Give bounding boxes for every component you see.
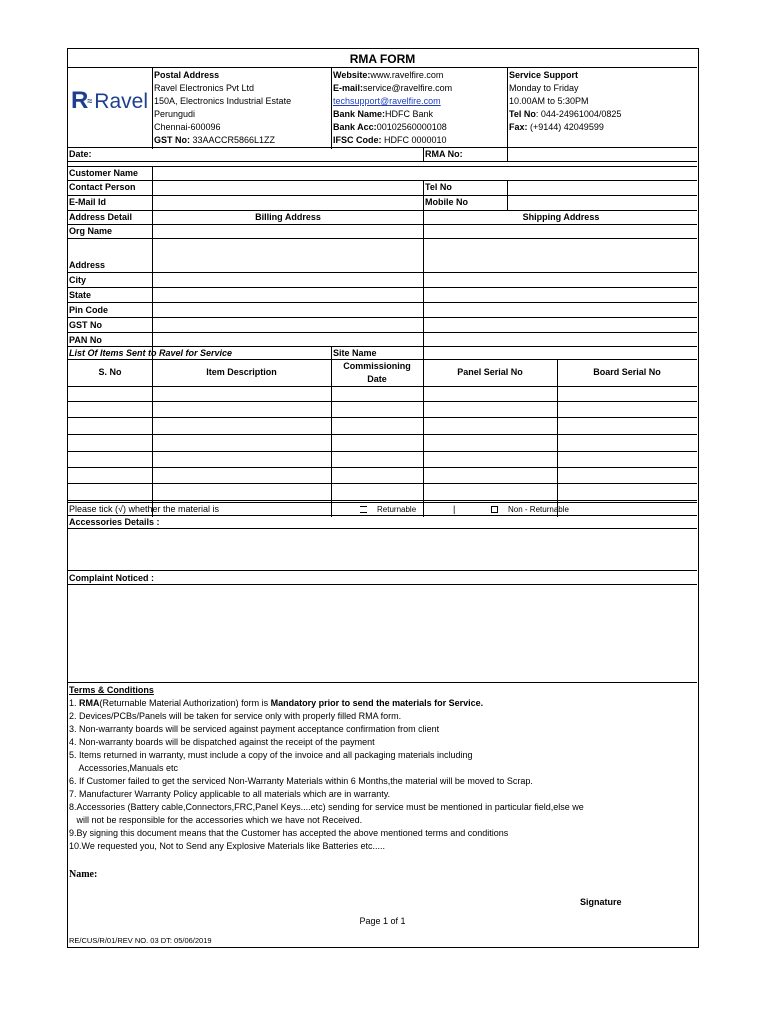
rma-form (67, 48, 699, 948)
email-id-field[interactable] (154, 196, 422, 209)
term-8: 8.Accessories (Battery cable,Connectors,FRC,Panel Keys....etc) sending for service must be mentioned in particular field,else we (69, 802, 584, 812)
document-code: RE/CUS/R/01/REV NO. 03 DT: 05/06/2019 (69, 936, 212, 945)
term-10: 10.We requested you, Not to Send any Explosive Materials like Batteries etc..... (69, 841, 385, 851)
postal-line-2: 150A, Electronics Industrial Estate (154, 96, 292, 106)
logo-text: Ravel (94, 89, 148, 113)
term-9: 9.By signing this document means that the Customer has accepted the above mentioned terms and conditions (69, 828, 509, 838)
tick-instruction: Please tick (√) whether the material is (69, 504, 219, 514)
complaint-label: Complaint Noticed : (69, 573, 154, 583)
col-panel-serial: Panel Serial No (457, 367, 523, 377)
mobile-no-field[interactable] (509, 196, 695, 209)
org-name-label: Org Name (69, 226, 113, 236)
col-board-serial: Board Serial No (593, 367, 661, 377)
accessories-label: Accessories Details : (69, 517, 160, 527)
page-number: Page 1 of 1 (359, 916, 406, 926)
term-8-cont: will not be responsible for the accessories which we have not Received. (69, 815, 363, 825)
term-4: 4. Non-warranty boards will be dispatched against the receipt of the payment (69, 737, 375, 747)
city-label: City (69, 275, 87, 285)
bank-acc-info: Bank Acc:00102560000108 (333, 122, 447, 132)
pan-no-label: PAN No (69, 335, 102, 345)
term-3: 3. Non-warranty boards will be serviced against payment acceptance confirmation from client (69, 724, 440, 734)
items-table-body[interactable] (68, 387, 697, 500)
tel-no-label: Tel No (425, 182, 452, 192)
term-6: 6. If Customer failed to get the serviced Non-Warranty Materials within 6 Months,the material will be moved to Scrap. (69, 776, 533, 786)
contact-person-field[interactable] (154, 181, 422, 194)
name-label: Name: (69, 869, 98, 880)
non-returnable-checkbox[interactable] (491, 506, 498, 513)
address-detail-label: Address Detail (69, 212, 133, 222)
site-name-label: Site Name (333, 348, 377, 358)
signature-label: Signature (580, 897, 622, 907)
shipping-address-label: Shipping Address (522, 212, 600, 222)
logo-mark: R (71, 87, 88, 114)
items-title: List Of Items Sent to Ravel for Service (69, 348, 233, 358)
ravel-logo: R ≈ Ravel (71, 87, 148, 114)
techsupport-link[interactable]: techsupport@ravelfire.com (333, 96, 441, 106)
term-1: 1. RMA(Returnable Material Authorization) form is Mandatory prior to send the materials for Service. (69, 698, 484, 708)
non-returnable-option[interactable]: Non - Returnable (491, 504, 569, 515)
term-5-cont: Accessories,Manuals etc (69, 763, 179, 773)
rma-no-field[interactable] (509, 148, 695, 160)
support-hours: 10.00AM to 5:30PM (509, 96, 589, 106)
email-info: E-mail:service@ravelfire.com (333, 83, 453, 93)
postal-line-4: Chennai-600096 (154, 122, 221, 132)
postal-line-3: Perungudi (154, 109, 196, 119)
term-5: 5. Items returned in warranty, must include a copy of the invoice and all packaging materials including (69, 750, 473, 760)
billing-address-label: Billing Address (255, 212, 321, 222)
support-heading: Service Support (509, 70, 579, 80)
date-field[interactable] (154, 148, 422, 160)
website-info: Website:www.ravelfire.com (333, 70, 444, 80)
bank-name-info: Bank Name:HDFC Bank (333, 109, 434, 119)
customer-name-label: Customer Name (69, 168, 139, 178)
rma-no-label: RMA No: (425, 149, 463, 159)
customer-name-field[interactable] (154, 167, 695, 179)
address-label: Address (69, 260, 106, 270)
support-days: Monday to Friday (509, 83, 579, 93)
returnable-checkbox[interactable] (360, 506, 367, 513)
gst-no-label: GST No (69, 320, 102, 330)
email-id-label: E-Mail Id (69, 197, 107, 207)
shipping-address-field[interactable] (425, 239, 695, 270)
gst-info: GST No: 33AACCR5866L1ZZ (154, 135, 276, 145)
support-tel: Tel No: 044-24961004/0825 (509, 109, 622, 119)
returnable-option[interactable]: Returnable (360, 504, 416, 515)
complaint-field[interactable] (69, 585, 696, 680)
postal-line-1: Ravel Electronics Pvt Ltd (154, 83, 255, 93)
form-title: RMA FORM (349, 52, 416, 66)
site-name-field[interactable] (425, 347, 695, 358)
date-label: Date: (69, 149, 92, 159)
billing-address-field[interactable] (154, 239, 422, 270)
col-sno: S. No (98, 367, 122, 377)
col-commissioning: Commissioning (343, 361, 411, 371)
state-label: State (69, 290, 92, 300)
mobile-no-label: Mobile No (425, 197, 468, 207)
col-commissioning-date: Date (367, 374, 387, 384)
ifsc-info: IFSC Code: HDFC 0000010 (333, 135, 447, 145)
term-2: 2. Devices/PCBs/Panels will be taken for service only with properly filled RMA form. (69, 711, 402, 721)
pin-code-label: Pin Code (69, 305, 109, 315)
terms-title: Terms & Conditions (69, 685, 154, 695)
postal-heading: Postal Address (154, 70, 220, 80)
support-fax: Fax: (+9144) 42049599 (509, 122, 604, 132)
accessories-field[interactable] (69, 529, 696, 567)
term-7: 7. Manufacturer Warranty Policy applicable to all materials which are in warranty. (69, 789, 391, 799)
col-item-description: Item Description (206, 367, 277, 377)
name-field[interactable] (108, 867, 408, 881)
contact-person-label: Contact Person (69, 182, 136, 192)
option-separator: | (453, 504, 456, 514)
tel-no-field[interactable] (509, 181, 695, 194)
